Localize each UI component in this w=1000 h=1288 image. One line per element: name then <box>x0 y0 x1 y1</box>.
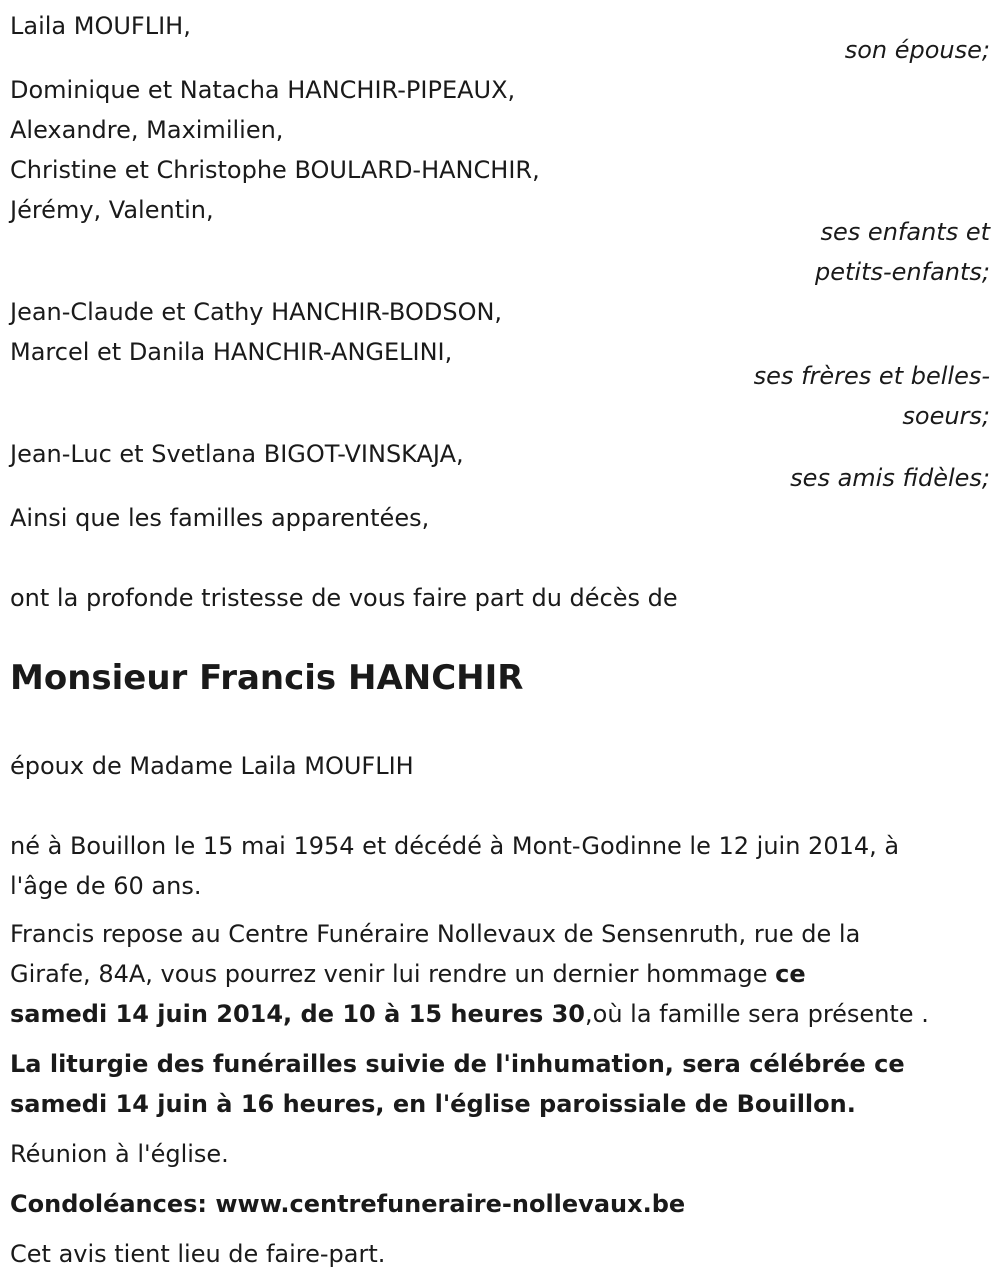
friends-role: ses amis fidèles; <box>790 464 990 492</box>
visitation-line <box>10 994 990 1034</box>
visitation-date-bold: ce <box>775 960 806 988</box>
sibling-name: Jean-Claude et Cathy HANCHIR-BODSON, <box>10 298 503 326</box>
birth-death-line: né à Bouillon le 15 mai 1954 et décédé à Mont-Godinne le 12 juin 2014, à <box>10 832 900 860</box>
visitation-line <box>10 954 990 994</box>
liturgy-line: La liturgie des funérailles suivie de l'inhumation, sera célébrée ce <box>10 1050 905 1078</box>
spouse-role: son épouse; <box>844 36 990 64</box>
children-group <box>10 70 990 230</box>
siblings-role <box>754 356 990 436</box>
friend-name: Jean-Luc et Svetlana BIGOT-VINSKAJA, <box>10 440 464 468</box>
siblings-role-line: soeurs; <box>902 402 990 430</box>
visitation-paragraph <box>10 914 990 1034</box>
visitation-date-bold: samedi 14 juin 2014, de 10 à 15 heures 30 <box>10 1000 586 1028</box>
notice-line: Cet avis tient lieu de faire-part. <box>10 1240 386 1268</box>
spouse-group <box>10 6 990 46</box>
deceased-name: Monsieur Francis HANCHIR <box>10 658 524 698</box>
birth-death-paragraph <box>10 826 990 906</box>
visitation-text: Girafe, 84A, vous pourrez venir lui rendre un dernier hommage <box>10 960 776 988</box>
child-name: Christine et Christophe BOULARD-HANCHIR, <box>10 156 540 184</box>
visitation-line: Francis repose au Centre Funéraire Nollevaux de Sensenruth, rue de la <box>10 920 861 948</box>
meeting-line: Réunion à l'église. <box>10 1140 229 1168</box>
condolences-line: Condoléances: www.centrefuneraire-nollevaux.be <box>10 1190 686 1218</box>
announcement-line: ont la profonde tristesse de vous faire part du décès de <box>10 584 678 612</box>
sibling-name: Marcel et Danila HANCHIR-ANGELINI, <box>10 338 453 366</box>
birth-death-line: l'âge de 60 ans. <box>10 872 202 900</box>
visitation-text: ,où la famille sera présente . <box>585 1000 929 1028</box>
spouse-of-line: époux de Madame Laila MOUFLIH <box>10 752 414 780</box>
liturgy-paragraph <box>10 1044 990 1124</box>
child-name: Dominique et Natacha HANCHIR-PIPEAUX, <box>10 76 516 104</box>
siblings-role-line: ses frères et belles- <box>753 362 990 390</box>
children-role <box>815 212 990 292</box>
children-role-line: ses enfants et <box>820 218 990 246</box>
child-name: Alexandre, Maximilien, <box>10 116 284 144</box>
spouse-name: Laila MOUFLIH, <box>10 12 191 40</box>
relatives-line: Ainsi que les familles apparentées, <box>10 504 430 532</box>
child-name: Jérémy, Valentin, <box>10 196 214 224</box>
liturgy-line: samedi 14 juin à 16 heures, en l'église paroissiale de Bouillon. <box>10 1090 856 1118</box>
children-role-line: petits-enfants; <box>815 258 990 286</box>
